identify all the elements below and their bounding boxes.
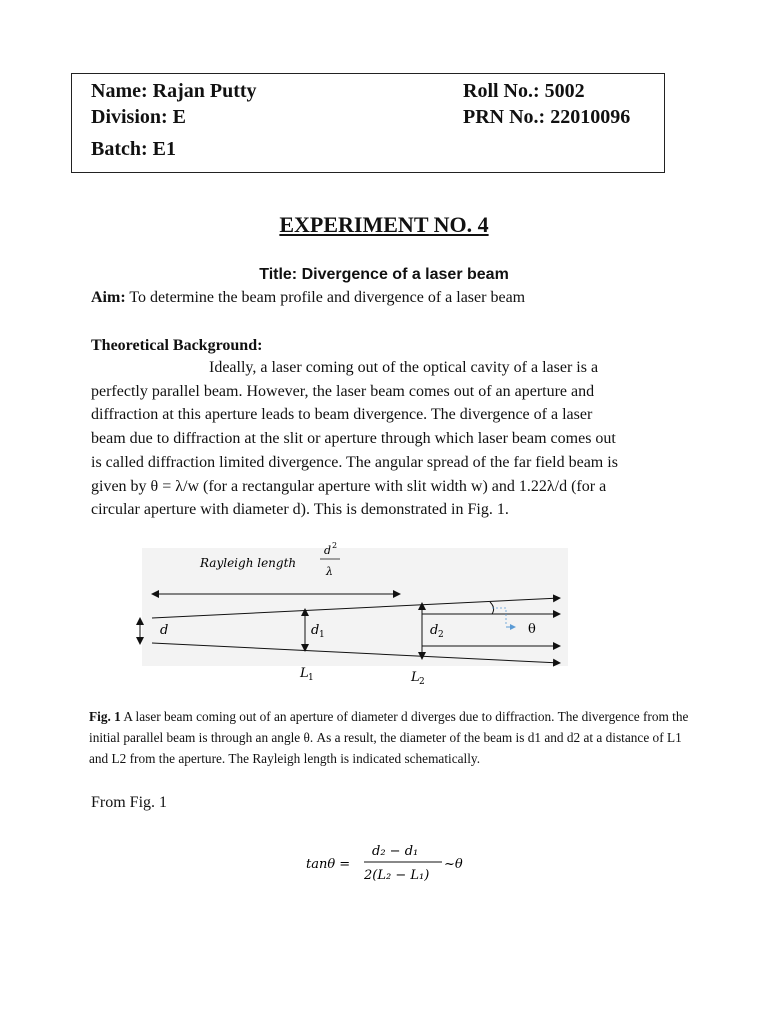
l1-label: L [300, 666, 309, 681]
theory-line: perfectly parallel beam. However, the laser beam comes out of an aperture and [91, 382, 595, 400]
equation-rhs: ~θ [444, 857, 463, 872]
d2-subscript: 2 [438, 630, 444, 640]
caption-label: Fig. 1 [89, 709, 121, 724]
from-fig-text: From Fig. 1 [91, 794, 168, 811]
experiment-subtitle: Title: Divergence of a laser beam [259, 266, 509, 283]
theory-line: beam due to diffraction at the slit or aperture through which laser beam comes out [91, 430, 616, 448]
aim-statement [91, 289, 525, 307]
theta-label: θ [528, 622, 536, 637]
theory-paragraph [91, 356, 691, 522]
theory-line: diffraction at this aperture leads to beam divergence. The divergence of a laser [91, 406, 593, 424]
divergence-equation [300, 838, 480, 888]
roll-number: Roll No.: 5002 [463, 80, 585, 102]
d1-label: d [311, 623, 320, 638]
theory-line: is called diffraction limited divergence. The angular spread of the far field beam is [91, 453, 618, 471]
rayleigh-length-label: Rayleigh length [200, 556, 297, 570]
equation-numerator: d₂ − d₁ [372, 844, 419, 859]
l2-label: L [411, 670, 420, 685]
d2-label: d [430, 623, 439, 638]
caption-text: A laser beam coming out of an aperture of diameter d diverges due to diffraction. The divergence from the initial parallel beam is through an angle θ. As a result, the diameter of the beam is d1 and d2 at a distance of L1 and L2 from the aperture. The Rayleigh length is indicated schematically. [89, 709, 689, 766]
l1-subscript: 1 [308, 673, 314, 683]
beam-divergence-figure [130, 538, 570, 698]
experiment-title: EXPERIMENT NO. 4 [279, 212, 489, 237]
rayleigh-numerator-exp: 2 [332, 541, 338, 550]
rayleigh-numerator: d [324, 544, 332, 557]
student-division: Division: E [91, 106, 187, 128]
student-name: Name: Rajan Putty [91, 80, 257, 102]
prn-number: PRN No.: 22010096 [463, 106, 631, 128]
theory-line: Ideally, a laser coming out of the optical cavity of a laser is a [209, 359, 599, 376]
theory-line: circular aperture with diameter d). This is demonstrated in Fig. 1. [91, 501, 509, 519]
rayleigh-denominator: λ [326, 565, 333, 578]
d1-subscript: 1 [319, 630, 325, 640]
aim-text: To determine the beam profile and divergence of a laser beam [125, 289, 526, 306]
student-batch: Batch: E1 [91, 138, 176, 160]
theory-heading: Theoretical Background: [91, 337, 263, 354]
theory-line: given by θ = λ/w (for a rectangular aperture with slit width w) and 1.22λ/d (for a [91, 477, 607, 495]
equation-denominator: 2(L₂ − L₁) [364, 868, 430, 883]
aim-label: Aim: [91, 289, 126, 306]
l2-subscript: 2 [419, 677, 425, 687]
equation-lhs: tanθ = [306, 857, 351, 872]
aperture-d-label: d [160, 623, 169, 638]
figure-caption [89, 706, 699, 769]
